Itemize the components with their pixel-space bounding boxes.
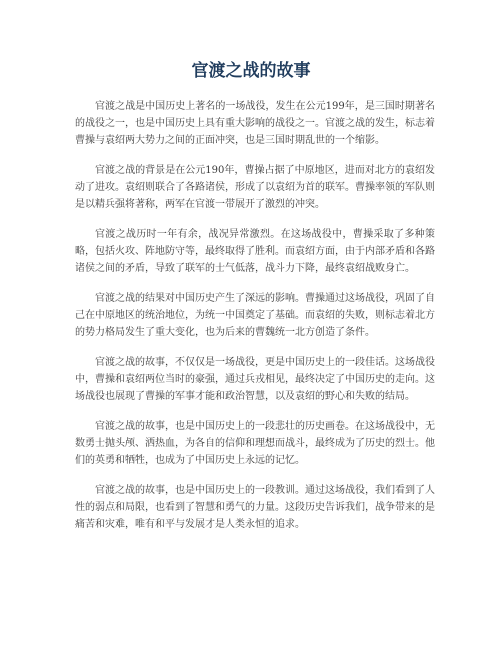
paragraph-6: 官渡之战的故事，也是中国历史上的一段悲壮的历史画卷。在这场战役中，无数勇士抛头颅、洒热血，为各自的信仰和理想而战斗，最终成为了历史的烈士。他们的英勇和牺牲，也成为了中国历史上永远的记忆。 xyxy=(75,421,435,466)
paragraph-7: 官渡之战的故事，也是中国历史上的一段教训。通过这场战役，我们看到了人性的弱点和局限，也看到了智慧和勇气的力量。这段历史告诉我们，战争带来的是痛苦和灾难，唯有和平与发展才是人类永恒的追求。 xyxy=(75,485,435,530)
document-title: 官渡之战的故事 xyxy=(191,61,311,81)
paragraph-4: 官渡之战的结果对中国历史产生了深远的影响。曹操通过这场战役，巩固了自己在中原地区的统治地位，为统一中国奠定了基础。而袁绍的失败，则标志着北方的势力格局发生了重大变化，也为后来的曹魏统一北方创造了条件。 xyxy=(75,293,435,338)
paragraph-5: 官渡之战的故事，不仅仅是一场战役，更是中国历史上的一段佳话。这场战役中，曹操和袁绍两位当时的豪强，通过兵戎相见，最终决定了中国历史的走向。这场战役也展现了曹操的军事才能和政治智慧，以及袁绍的野心和失败的结局。 xyxy=(75,357,435,402)
paragraph-2: 官渡之战的背景是在公元190年，曹操占据了中原地区，进而对北方的袁绍发动了进攻。袁绍则联合了各路诸侯，形成了以袁绍为首的联军。曹操率领的军队则是以精兵强将著称，两军在官渡一带展开了激烈的冲突。 xyxy=(75,165,435,210)
document-body xyxy=(75,98,435,546)
paragraph-3: 官渡之战历时一年有余，战况异常激烈。在这场战役中，曹操采取了多种策略，包括火攻、阵地防守等，最终取得了胜利。而袁绍方面，由于内部矛盾和各路诸侯之间的矛盾，导致了联军的士气低落，战斗力下降，最终袁绍战败身亡。 xyxy=(75,229,435,274)
paragraph-1: 官渡之战是中国历史上著名的一场战役，发生在公元199年，是三国时期著名的战役之一，也是中国历史上具有重大影响的战役之一。官渡之战的发生，标志着曹操与袁绍两大势力之间的正面冲突，也是三国时期乱世的一个缩影。 xyxy=(75,101,435,146)
